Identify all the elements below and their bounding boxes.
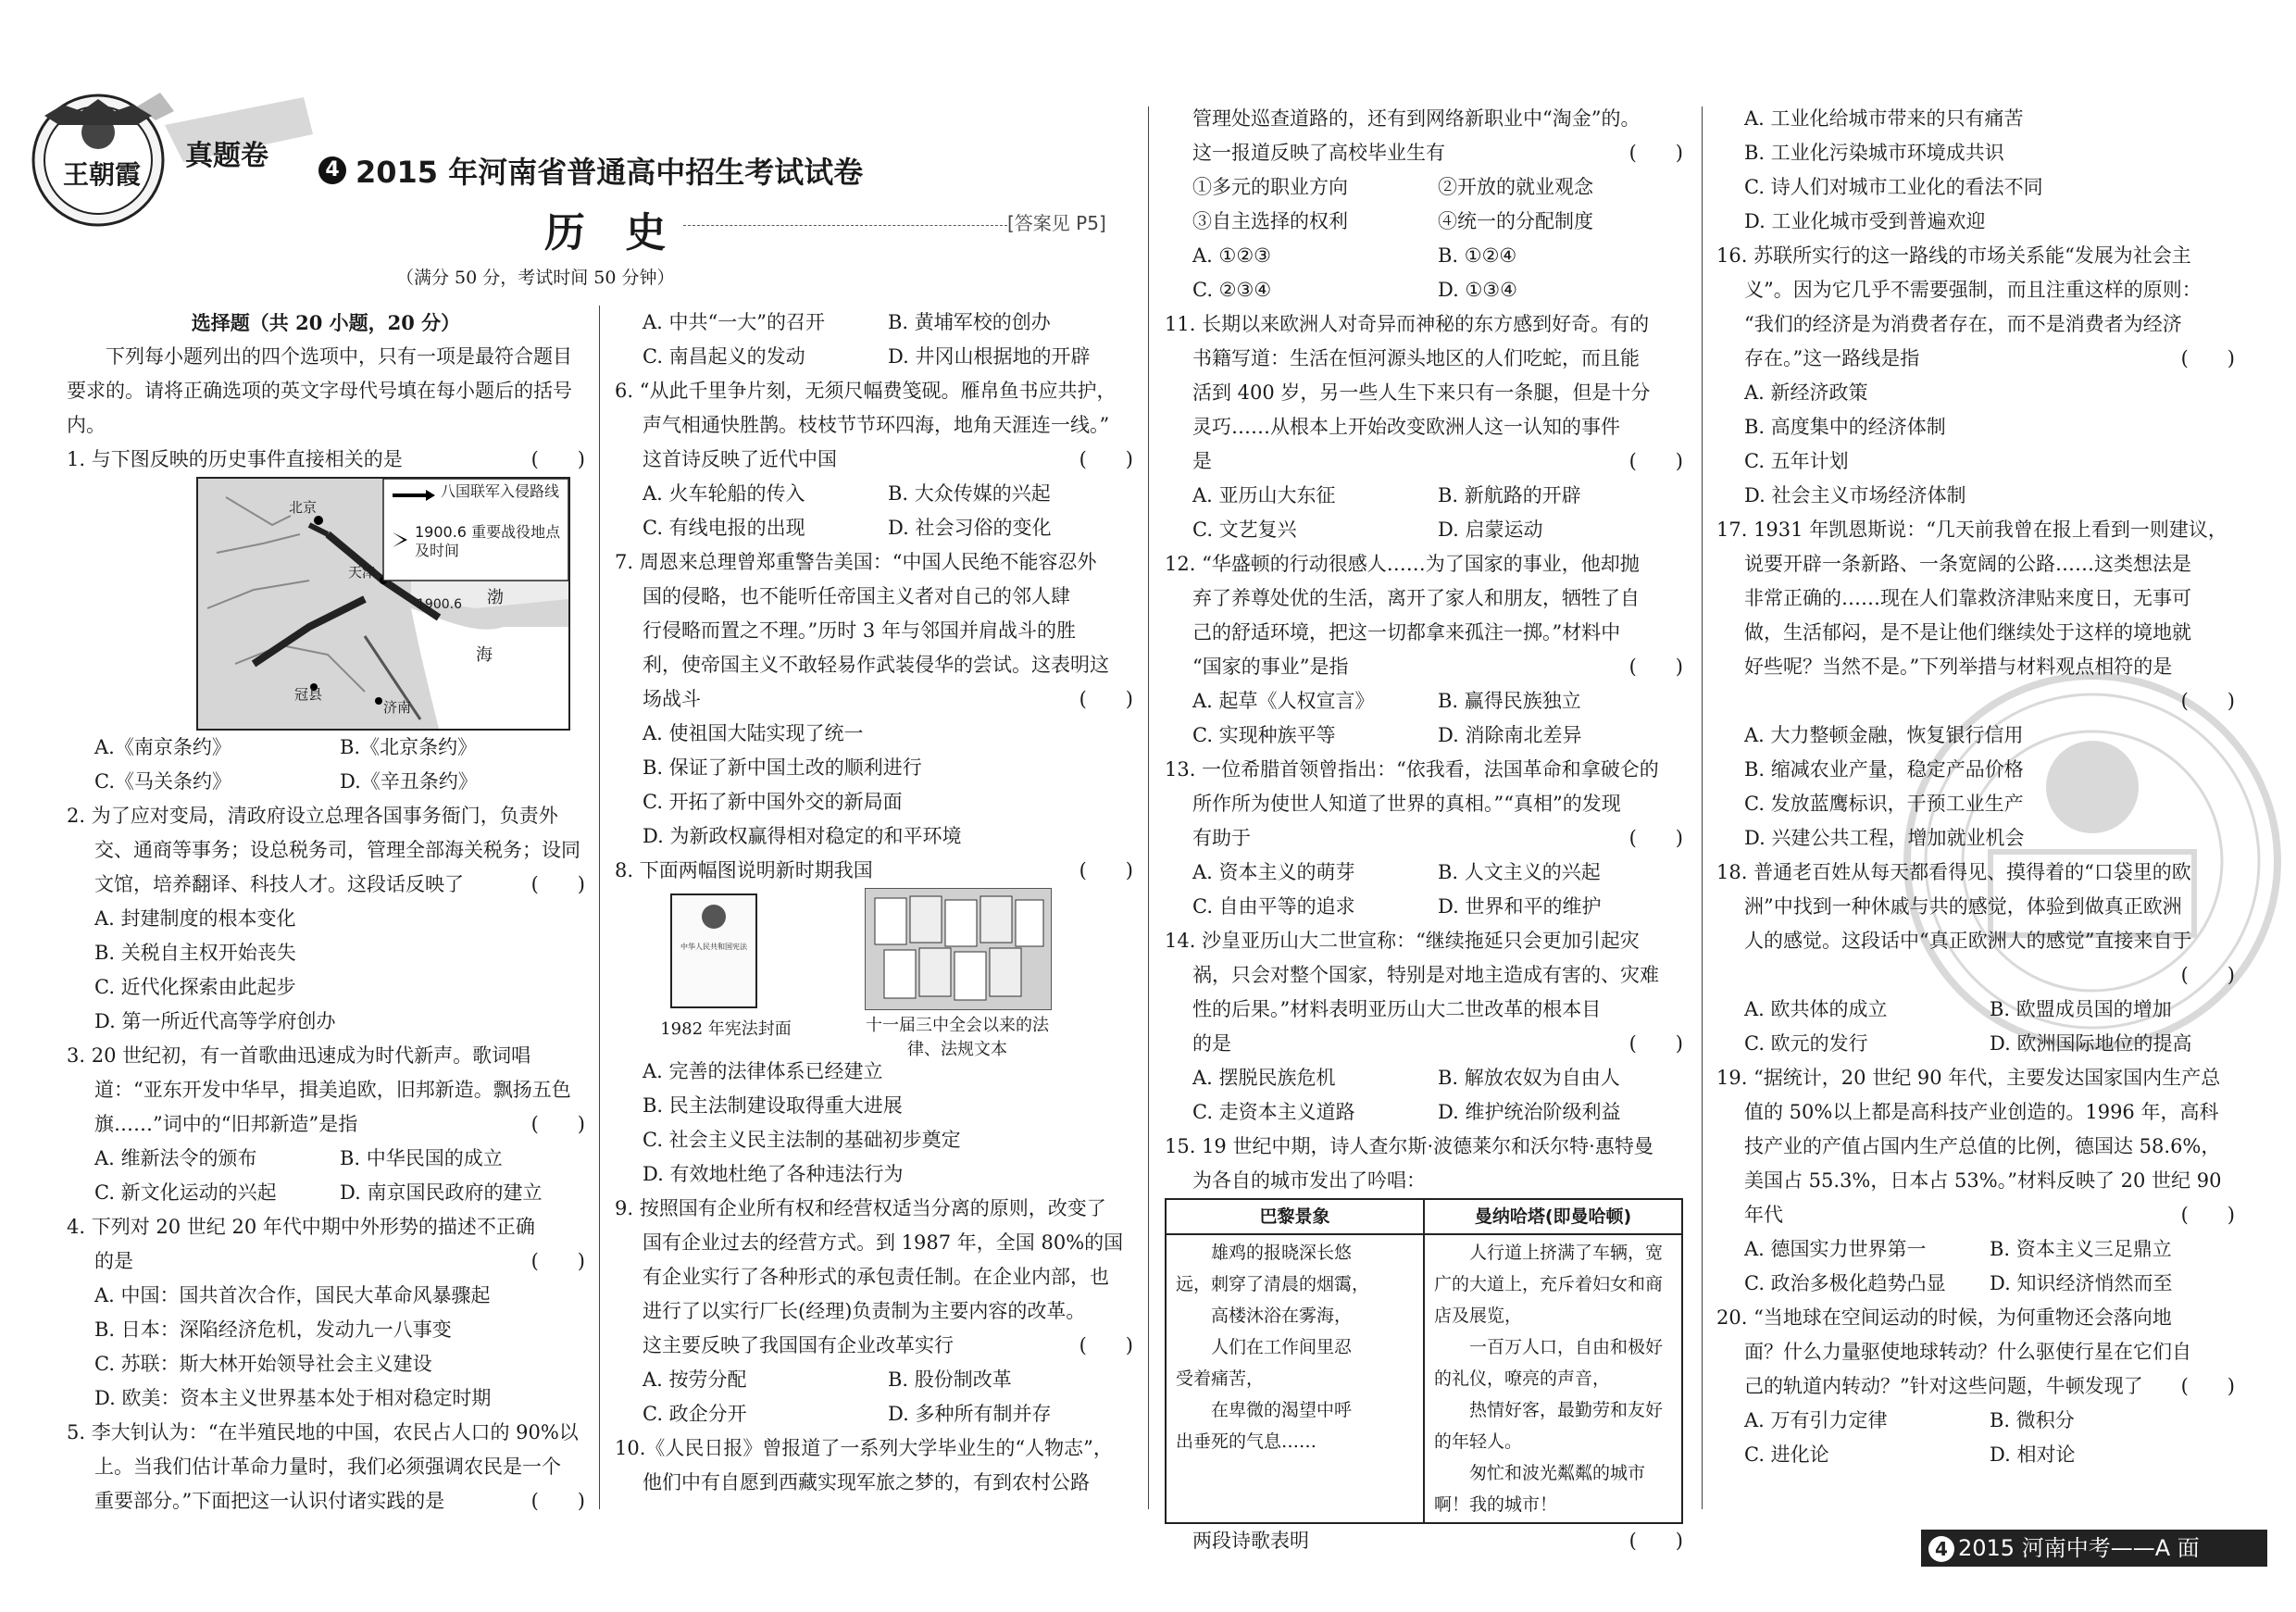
column-3: 管理处巡查道路的，还有到网络新职业中“淘金”的。 这一报道反映了高校毕业生有 ( ) ①多元的职业方向 ②开放的就业观念 ③自主选择的权利 ④统一的分配制度 A. ①②③ B. ①②④ C. ②③④ D. ①③④ 11. 长期以来欧洲人对奇异而神秘的东方感到好奇。有的 书籍写道：生活在恒河源头地区的人们吃蛇，而且能 活到 400 岁，另一些人生下来只有一条腿，但是十分 灵巧……从根本上开始改变欧洲人这一认知的事件 是 ( ) A. 亚历山大东征 B. 新航路的开辟 C. 文艺复兴 D. 启蒙运动 12. “华盛顿的行动很感人……为了国家的事业，他却抛 弃了养尊处优的生活，离开了家人和朋友，牺牲了自 己的舒适环境，把这一切都拿来孤注一掷。”材料中 “国家的事业”是指 ( ) A. 起草《人权宣言》 B. 赢得民族独立 C. 实现种族平等 D. 消除南北差异 13. 一位希腊首领曾指出：“依我看，法国革命和拿破仑的 所作所为使世人知道了世界的真相。”“真相”的发现 有助于 ( ) A. 资本主义的萌芽 B. 人文主义的兴起 C. 自由平等的追求 D. 世界和平的维护 14. 沙皇亚历山大二世宣称：“继续拖延只会更加引起灾 祸，只会对整个国家，特别是对地主造成有害的、灾难 性的后果。”材料表明亚历山大二世改革的根本目 的是 ( ) A. 摆脱民族危机 B. 解放农奴为自由人 C. 走资本主义道路 D. 维护统治阶级利益 15. 19 世纪中期，诗人查尔斯·波德莱尔和沃尔特·惠特曼 为各自的城市发出了吟唱： 巴黎景象 曼纳哈塔(即曼哈顿) 雄鸡的报晓深长悠 远，刺穿了清晨的烟霭， 高楼沐浴在雾海， 人们在工作间里忍 受着痛苦， 在卑微的渴望中呼 出垂死的气息…… 人行道上挤满了车辆，宽 广的大道上，充斥着妇女和商 店及展览， 一百万人口，自由和极好 的礼仪，嘹亮的声音， 热情好客，最勤劳和友好 的年轻人。 匆忙和波光粼粼的城市 啊！我的城市！ 两段诗歌表明 ( ) — [1165, 107, 1683, 1552]
question-2: 2. 为了应对变局，清政府设立总理各国事务衙门，负责外 — [67, 805, 558, 827]
caption-laws: 十一届三中全会以来的法律、法规文本 — [866, 1016, 1049, 1059]
map-label-guanxian: 冠县 — [294, 686, 323, 703]
q1-options-row2: C.《马关条约》 D.《辛丑条约》 — [94, 770, 478, 793]
question-4: 4. 下列对 20 世纪 20 年代中期中外形势的描述不正确 — [67, 1216, 535, 1238]
q1-map — [196, 477, 570, 731]
question-7: 7. 周恩来总理曾郑重警告美国：“中国人民绝不能容忍外 — [615, 551, 1097, 573]
question-18: 18. 普通老百姓从每天都看得见、摸得着的“口袋里的欧 — [1716, 861, 2191, 883]
map-legend-route: 八国联军入侵路线 — [441, 482, 560, 500]
map-label-beijing: 北京 — [289, 499, 318, 516]
column-divider-2 — [1148, 106, 1149, 1509]
question-9: 9. 按照国有企业所有权和经营权适当分离的原则，改变了 — [615, 1197, 1106, 1219]
question-19: 19. “据统计，20 世纪 90 年代，主要发达国家国内生产总 — [1716, 1067, 2221, 1089]
question-15: 15. 19 世纪中期，诗人查尔斯·波德莱尔和沃尔特·惠特曼 — [1165, 1135, 1653, 1157]
column-1: 选择题（共 20 小题，20 分） 下列每小题列出的四个选项中，只有一项是最符合题目要求的。请将正确选项的英文字母代号填在每小题后的括号内。 1. 与下图反映的历史事件直接相关的是 ( ) 八国联军入侵路线 1900.6 重要战役地点及时间 北京 天津 渤 海 1900.6 济南 冠县 A.《南京条约》 B.《北京条约》 C.《马关条约》 D.《辛丑条约》 2. 为了应对变局，清政府设立总理各国事务衙门，负责外 交、通商等事务；设总税务司，管理全部海关税务；设同 文馆，培养翻译、科技人才。这段话反映了 ( ) A. 封建制度的根本变化 B. 关税自主权开始丧失 C. 近代化探索由此起步 D. 第一所近代高等学府创办 3. 20 世纪初，有一首歌曲迅速成为时代新声。歌词唱 道：“亚东开发中华早，揖美追欧，旧邦新造。飘扬五色 旗……”词中的“旧邦新造”是指 ( ) A. 维新法令的颁布 B. 中华民国的成立 C. 新文化运动的兴起 D. 南京国民政府的建立 4. 下列对 20 世纪 20 年代中期中外形势的描述不正确 的是 ( ) A. 中国：国共首次合作，国民大革命风暴骤起 B. 日本：深陷经济危机，发动九一八事变 C. 苏联：斯大林开始领导社会主义建设 D. 欧美：资本主义世界基本处于相对稳定时期 5. 李大钊认为：“在半殖民地的中国，农民占人口的 90%以 上。当我们估计革命力量时，我们必须强调农民是一个 重要部分。”下面把这一认识付诸实践的是 ( ) — [67, 306, 585, 1518]
section-title: 选择题（共 20 小题，20 分） — [191, 311, 461, 334]
map-label-hai: 海 — [476, 645, 493, 665]
question-3: 3. 20 世纪初，有一首歌曲迅速成为时代新声。歌词唱 — [67, 1044, 531, 1067]
answer-ref: [答案见 P5] — [1007, 212, 1106, 234]
law-books-photo — [865, 888, 1052, 1010]
poem-table — [1165, 1198, 1683, 1524]
column-divider-1 — [599, 306, 600, 1509]
question-14: 14. 沙皇亚历山大二世宣称：“继续拖延只会更加引起灾 — [1165, 930, 1640, 952]
poem-paris: 雄鸡的报晓深长悠 远，刺穿了清晨的烟霭， 高楼沐浴在雾海， 人们在工作间里忍 受着痛苦， 在卑微的渴望中呼 出垂死的气息…… — [1166, 1234, 1424, 1523]
header — [26, 88, 1137, 301]
column-2: A. 中共“一大”的召开 B. 黄埔军校的创办 C. 南昌起义的发动 D. 井冈山根据地的开辟 6. “从此千里争片刻，无须尺幅费笺砚。雁帛鱼书应共护， 声气相通快胜鹊。枝枝节节环四海，地角天涯连一线。” 这首诗反映了近代中国 ( ) A. 火车轮船的传入 B. 大众传媒的兴起 C. 有线电报的出现 D. 社会习俗的变化 7. 周恩来总理曾郑重警告美国：“中国人民绝不能容忍外 国的侵略，也不能听任帝国主义者对自己的邻人肆 行侵略而置之不理。”历时 3 年与邻国并肩战斗的胜 利，使帝国主义不敢轻易作武装侵华的尝试。这表明这 场战斗 ( ) A. 使祖国大陆实现了统一 B. 保证了新中国土改的顺利进行 C. 开拓了新中国外交的新局面 D. 为新政权赢得相对稳定的和平环境 8. 下面两幅图说明新时期我国 ( ) 中华人民共和国宪法 1982 年宪法封面 十一届三中全会以来的法律、法规文本 A. 完善的法律体系已经建立 B. 民主法制建设取得重大进展 C. 社会主义民主法制的基础初步奠定 D. 有效地杜绝了各种违法行为 9. 按照国有企业所有权和经营权适当分离的原则，改变了 国有企业过去的经营方式。到 1987 年，全国 80%的国 有企业实行了各种形式的承包责任制。在企业内部，也 进行了以实行厂长(经理)负责制为主要内容的改革。 这主要反映了我国国有企业改革实行 ( ) A. 按劳分配 B. 股份制改革 C. 政企分开 D. 多种所有制并存 10.《人民日报》曾报道了一系列大学毕业生的“人物志”， 他们中有自愿到西藏实现军旅之梦的，有到农村公路 — [615, 311, 1133, 1493]
exam-number-icon: 4 — [318, 156, 346, 184]
footer-tag — [1921, 1530, 2267, 1567]
question-6: 6. “从此千里争片刻，无须尺幅费笺砚。雁帛鱼书应共护， — [615, 380, 1117, 402]
q8-images — [615, 888, 1133, 1059]
question-16: 16. 苏联所实行的这一路线的市场关系能“发展为社会主 — [1716, 244, 2191, 267]
footer-number-icon: 4 — [1928, 1536, 1954, 1562]
map-label-date: 1900.6 — [417, 597, 462, 612]
logo-text: 王朝霞 — [63, 159, 142, 190]
poem-header-manhattan: 曼纳哈塔(即曼哈顿) — [1424, 1199, 1682, 1234]
caption-constitution: 1982 年宪法封面 — [660, 1019, 792, 1039]
footer-text: 2015 河南中考——A 面 — [1958, 1535, 2200, 1561]
section-intro: 下列每小题列出的四个选项中，只有一项是最符合题目要求的。请将正确选项的英文字母代号填在每小题后的括号内。 — [67, 345, 572, 436]
poem-header-paris: 巴黎景象 — [1166, 1199, 1424, 1234]
map-label-bo: 渤 — [487, 588, 504, 607]
exam-note: （满分 50 分，考试时间 50 分钟） — [396, 268, 675, 288]
map-drawing — [198, 479, 568, 729]
question-11: 11. 长期以来欧洲人对奇异而神秘的东方感到好奇。有的 — [1165, 313, 1650, 335]
column-4: A. 工业化给城市带来的只有痛苦 B. 工业化污染城市环境成共识 C. 诗人们对城市工业化的看法不同 D. 工业化城市受到普遍欢迎 16. 苏联所实行的这一路线的市场关系能“发展为社会主 义”。因为它几乎不需要强制，而且注重这样的原则： “我们的经济是为消费者存在，而不是消费者为经济 存在。”这一路线是指 ( ) A. 新经济政策 B. 高度集中的经济体制 C. 五年计划 D. 社会主义市场经济体制 17. 1931 年凯恩斯说：“几天前我曾在报上看到一则建议， 说要开辟一条新路、一条宽阔的公路……这类想法是 非常正确的……现在人们靠救济津贴来度日，无事可 做，生活郁闷，是不是让他们继续处于这样的境地就 好些呢？当然不是。”下列举措与材料观点相符的是 ( ) A. 大力整顿金融，恢复银行信用 B. 缩减农业产量，稳定产品价格 C. 发放蓝鹰标识，干预工业生产 D. 兴建公共工程，增加就业机会 18. 普通老百姓从每天都看得见、摸得着的“口袋里的欧 洲”中找到一种休戚与共的感觉，体验到做真正欧洲 人的感觉。这段话中“真正欧洲人的感觉”直接来自于 ( ) A. 欧共体的成立 B. 欧盟成员国的增加 C. 欧元的发行 D. 欧洲国际地位的提高 19. “据统计，20 世纪 90 年代，主要发达国家国内生产总 值的 50%以上都是高科技产业创造的。1996 年，高科 技产业的产值占国内生产总值的比例，德国达 58.6%， 美国占 55.3%，日本占 53%。”材料反映了 20 世纪 90 年代 ( ) A. 德国实力世界第一 B. 资本主义三足鼎立 C. 政治多极化趋势凸显 D. 知识经济悄然而至 20. “当地球在空间运动的时候，为何重物还会落向地 面？什么力量驱使地球转动？什么驱使行星在它们自 己的轨道内转动？”针对这些问题，牛顿发现了 ( ) A. 万有引力定律 B. 微积分 C. 进化论 D. 相对论 — [1716, 107, 2235, 1466]
title-rule — [683, 225, 1007, 226]
subject-title: 历 史 — [544, 209, 680, 256]
constitution-cover: 中华人民共和国宪法 — [670, 893, 757, 1008]
question-5: 5. 李大钊认为：“在半殖民地的中国，农民占人口的 90%以 — [67, 1421, 579, 1443]
question-8: 8. 下面两幅图说明新时期我国 ( ) — [615, 859, 1133, 881]
q1-options-row1: A.《南京条约》 B.《北京条约》 — [94, 736, 478, 758]
map-legend-battle: 1900.6 重要战役地点及时间 — [415, 523, 561, 559]
poem-manhattan: 人行道上挤满了车辆，宽 广的大道上，充斥着妇女和商 店及展览， 一百万人口，自由和极好 的礼仪，嘹亮的声音， 热情好客，最勤劳和友好 的年轻人。 匆忙和波光粼粼的城市 啊！我的城市！ — [1424, 1234, 1682, 1523]
question-1: 1. 与下图反映的历史事件直接相关的是 ( ) — [67, 448, 585, 470]
question-12: 12. “华盛顿的行动很感人……为了国家的事业，他却抛 — [1165, 553, 1640, 575]
exam-title: 2015 年河南省普通高中招生考试试卷 — [356, 155, 864, 190]
column-divider-3 — [1702, 106, 1703, 1509]
map-label-jinan: 济南 — [383, 699, 412, 716]
badge: 真题卷 — [185, 140, 268, 172]
question-10: 10.《人民日报》曾报道了一系列大学毕业生的“人物志”， — [615, 1437, 1113, 1459]
question-13: 13. 一位希腊首领曾指出：“依我看，法国革命和拿破仑的 — [1165, 758, 1659, 781]
question-17: 17. 1931 年凯恩斯说：“几天前我曾在报上看到一则建议， — [1716, 519, 2227, 541]
question-20: 20. “当地球在空间运动的时候，为何重物还会落向地 — [1716, 1306, 2172, 1329]
watermark-seal-icon — [1898, 667, 2287, 1056]
map-label-tianjin: 天津 — [348, 564, 377, 581]
